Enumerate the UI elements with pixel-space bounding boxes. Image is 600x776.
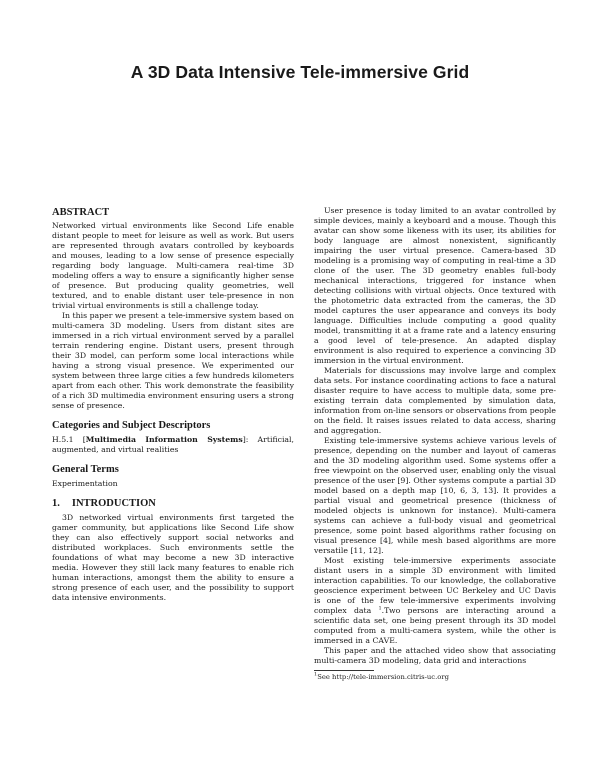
abstract-paragraph-2: In this paper we present a tele-immersive system based on multi-camera 3D modeling. Users from distant sites are immersed in a rich virtual environment served by a parallel terrain rendering engine. Distant users, present through their 3D model, can perform some local interactions while having a strong visual presence. We experimented our system between three large cities a few hundreds kilometers apart from each other. This work demonstrate the feasibility of a rich 3D multimedia environment ensuring users a strong sense of presence. [52, 311, 294, 410]
right-paragraph-1: User presence is today limited to an avatar controlled by simple devices, mainly a keyboard and a mouse. Though this avatar can show some likeness with its user, its abilities for body language are almost nonexistent, significantly impairing the user virtual presence. Camera-based 3D modeling is a promising way of computing in real-time a 3D clone of the user. The 3D geometry enables full-body mechanical interactions, triggered for instance when detecting collisions with virtual objects. Once textured with the photometric data extracted from the cameras, the 3D model captures the user appearance and conveys its body language. Difficulties include computing a good quality model, transmitting it at a frame rate and a latency ensuring a good level of tele-presence. An adapted display environment is also required to experience a convincing 3D immersion in the virtual environment. [314, 206, 556, 365]
categories-text [52, 435, 294, 455]
left-column [52, 206, 294, 603]
paper-title: A 3D Data Intensive Tele-immersive Grid [130, 62, 470, 82]
categories-heading: Categories and Subject Descriptors [52, 420, 211, 431]
footnote [314, 673, 556, 682]
abstract-heading: ABSTRACT [52, 207, 110, 218]
right-paragraph-4 [314, 556, 556, 646]
footnote-text: See http://tele-immersion.citris-uc.org [317, 673, 449, 681]
ccs-rest: ]: Artificial, augmented, and virtual realities [52, 435, 294, 454]
right-column [314, 206, 556, 682]
section-number: 1. [52, 498, 60, 509]
paragraph-4-text-a: Most existing tele-immersive experiments associate distant users in a simple 3D environment with limited interaction capabilities. To our knowledge, the collaborative geoscience experiment between UC Berkeley and UC Davis is one of the few tele-immersive experiments involving complex data [314, 556, 556, 615]
introduction-paragraph-1: 3D networked virtual environments first targeted the gamer community, but applications like Second Life show they can also effectively support social networks and distributed workplaces. Such environments settle the foundations of what may become a new 3D interactive media. However they still lack many features to enable rich human interactions, amongst them the ability to ensure a strong presence of each user, and the possibility to support data intensive environments. [52, 513, 294, 602]
right-paragraph-3: Existing tele-immersive systems achieve various levels of presence, depending on the number and layout of cameras and the 3D modeling algorithm used. Some systems offer a free viewpoint on the observed user, enabling only the visual presence of the user [9]. Other systems compute a partial 3D model based on a depth map [10, 6, 3, 13]. It provides a partial visual and geometrical presence (thickness of modeled objects is unknown for instance). Multi-camera systems can achieve a full-body visual and geometrical presence, some point based algorithms rather focusing on visual presence [4], while mesh based algorithms are more versatile [11, 12]. [314, 436, 556, 555]
right-paragraph-5: This paper and the attached video show that associating multi-camera 3D modeling, data grid and interactions [314, 646, 556, 665]
ccs-code: H.5.1 [ [52, 435, 86, 444]
footnote-mark: 1 [314, 671, 318, 678]
ccs-bold: Multimedia Information Systems [85, 435, 243, 444]
paragraph-4-text-b: .Two persons are interacting around a scientific data set, one being present through its 3D model computed from a multi-camera system, while the other is immersed in a CAVE. [314, 606, 557, 645]
abstract-paragraph-1: Networked virtual environments like Second Life enable distant people to meet for leisure as well as work. But users are represented through avatars controlled by keyboards and mouses, leading to a low sense of presence especially regarding body language. Multi-camera real-time 3D modeling offers a way to ensure a significantly higher sense of presence. But producing quality geometries, well textured, and to enable distant user tele-presence in non trivial virtual environments is still a challenge today. [52, 221, 294, 310]
general-terms-text: Experimentation [52, 479, 118, 488]
right-paragraph-2: Materials for discussions may involve large and complex data sets. For instance coordinating actions to face a natural disaster require to have access to multiple data, some pre-existing terrain data complemented by simulation data, information from on-line sensors or observations from people on the field. It raises issues related to data access, sharing and aggregation. [314, 366, 556, 435]
section-title: INTRODUCTION [71, 498, 156, 509]
footnote-rule [314, 670, 374, 671]
general-terms-heading: General Terms [52, 464, 119, 475]
introduction-heading [52, 497, 294, 510]
footnote-reference: 1 [378, 605, 382, 612]
